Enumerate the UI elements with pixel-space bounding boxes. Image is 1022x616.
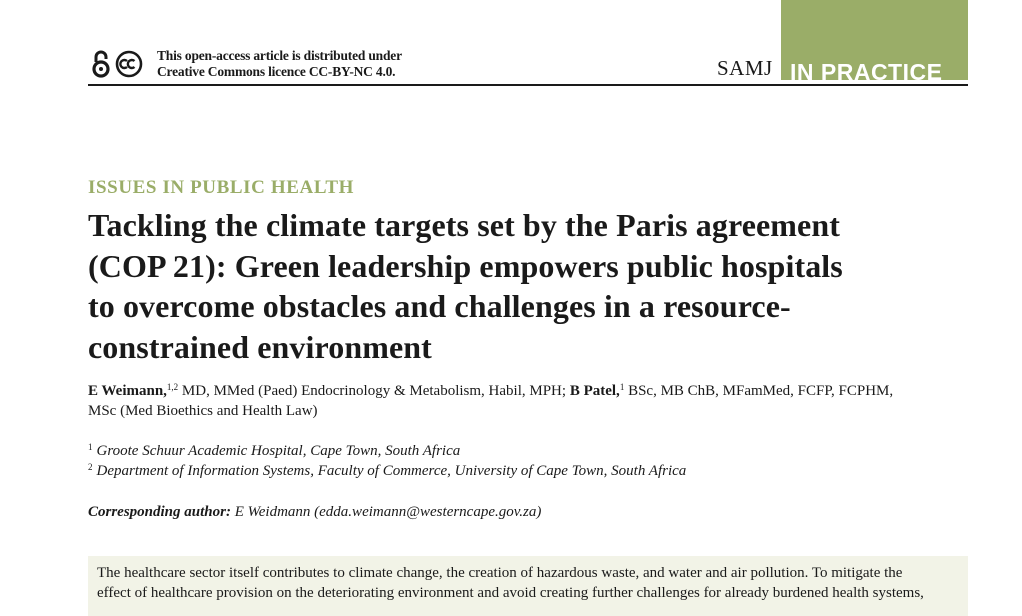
- affiliation-item: [88, 441, 968, 461]
- author-name: B Patel,: [569, 383, 620, 399]
- license-statement: [157, 48, 402, 80]
- header-rule: [88, 84, 968, 86]
- journal-section-label: IN PRACTICE: [790, 59, 943, 80]
- corresponding-author: [88, 502, 541, 522]
- author-line-1: [88, 381, 968, 401]
- license-line-1: This open-access article is distributed under: [157, 48, 402, 63]
- license-icons: [91, 49, 143, 79]
- author-credentials: MD, MMed (Paed) Endocrinology & Metabolism, Habil, MPH;: [178, 383, 570, 399]
- affiliation-number: 2: [88, 462, 93, 472]
- affiliation-item: [88, 461, 968, 481]
- title-line: constrained environment: [88, 328, 432, 365]
- title-line: (COP 21): Green leadership empowers public hospitals: [88, 247, 843, 284]
- corresponding-contact: E Weidmann (edda.weimann@westerncape.gov.za): [230, 504, 542, 520]
- author-line-2: MSc (Med Bioethics and Health Law): [88, 403, 318, 419]
- author-credentials: BSc, MB ChB, MFamMed, FCFP, FCPHM,: [624, 383, 894, 399]
- abstract-box: [88, 556, 968, 616]
- affiliation-list: [88, 441, 968, 481]
- author-list: [88, 381, 968, 421]
- journal-name: SAMJ: [717, 56, 773, 80]
- affiliation-text: Groote Schuur Academic Hospital, Cape Town, South Africa: [96, 443, 461, 459]
- affiliation-text: Department of Information Systems, Faculty of Commerce, University of Cape Town, South Africa: [96, 463, 687, 479]
- license-line-2: Creative Commons licence CC-BY-NC 4.0.: [157, 64, 396, 79]
- abstract-line: effect of healthcare provision on the deteriorating environment and avoid creating further challenges for already burdened health systems,: [97, 585, 924, 601]
- creative-commons-icon: [115, 50, 143, 78]
- open-access-icon: [91, 49, 111, 79]
- corresponding-label: Corresponding author:: [88, 504, 231, 520]
- article-title: [88, 205, 968, 367]
- affiliation-number: 1: [88, 442, 93, 452]
- abstract-text: [97, 563, 959, 603]
- title-line: Tackling the climate targets set by the Paris agreement: [88, 207, 841, 243]
- title-line: to overcome obstacles and challenges in a resource-: [88, 288, 791, 324]
- author-affiliation-ref: 1: [619, 382, 625, 392]
- article-section-label: ISSUES IN PUBLIC HEALTH: [88, 177, 354, 198]
- abstract-line: The healthcare sector itself contributes to climate change, the creation of hazardous waste, and water and air pollution. To mitigate the: [97, 565, 903, 581]
- author-affiliation-ref: 1,2: [166, 382, 179, 392]
- author-name: E Weimann,: [88, 383, 167, 399]
